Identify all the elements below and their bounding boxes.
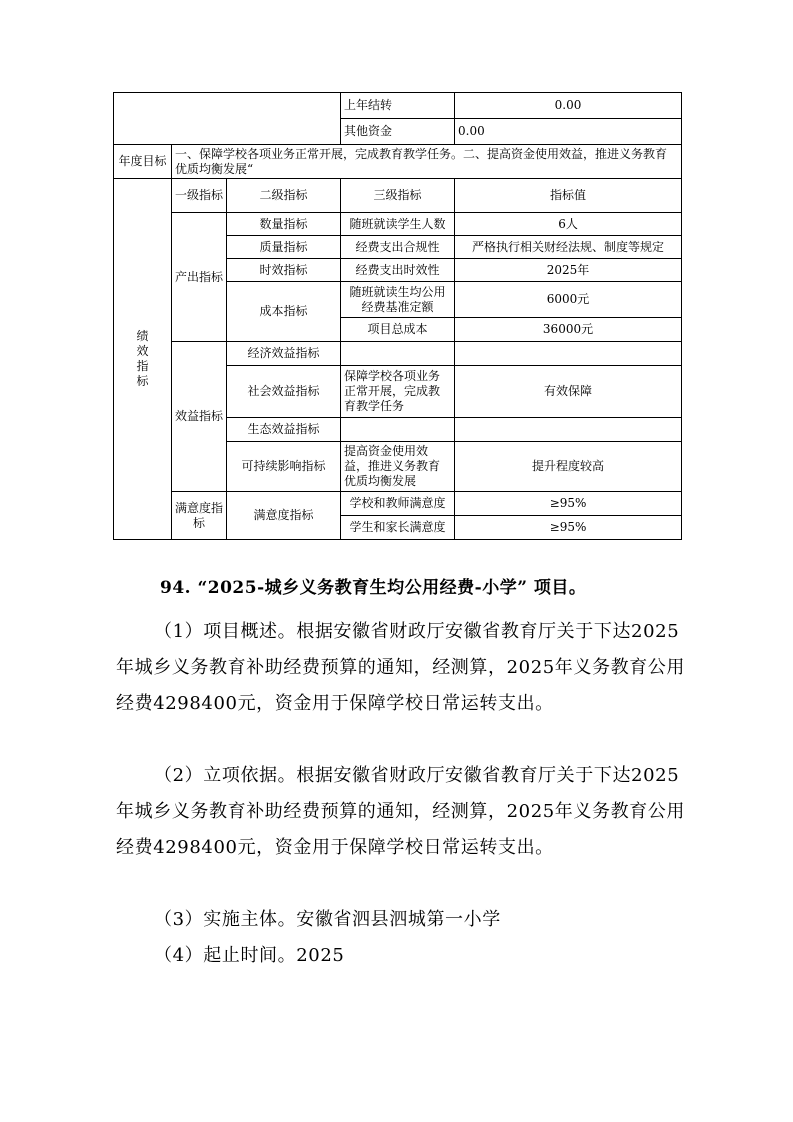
fund-value: 0.00 [455,93,682,119]
annual-goal-row [114,145,682,179]
value-cell: 有效保障 [455,366,682,418]
fund-label: 上年结转 [341,93,455,119]
level2-cell: 时效指标 [227,259,341,282]
fund-value: 0.00 [455,119,682,145]
value-cell: ≥95% [455,492,682,516]
level3-cell: 随班就读生均公用经费基准定额 [341,282,455,318]
level2-cell: 满意度指标 [227,492,341,540]
level2-cell: 质量指标 [227,236,341,259]
header-level2: 二级指标 [227,179,341,213]
level3-cell: 保障学校各项业务正常开展，完成教育教学任务 [341,366,455,418]
paragraph-basis: （2）立项依据。根据安徽省财政厅安徽省教育厅关于下达2025年城乡义务教育补助经费预算的通知，经测算，2025年义务教育公用经费4298400元，资金用于保障学校日常运转支出。 [116,765,686,858]
satisfaction-indicator-label: 满意度指标 [172,492,227,540]
value-cell: 6人 [455,213,682,236]
header-level3: 三级指标 [341,179,455,213]
value-cell: ≥95% [455,516,682,540]
value-cell: 提升程度较高 [455,442,682,492]
level3-cell [341,342,455,366]
value-cell [455,342,682,366]
level3-cell: 提高资金使用效益，推进义务教育优质均衡发展 [341,442,455,492]
indicator-header-row [114,179,682,213]
paragraph-period: （4）起止时间。2025 [154,945,345,966]
level3-cell: 随班就读学生人数 [341,213,455,236]
table-row [114,213,682,236]
annual-goal-label: 年度目标 [114,145,172,179]
level2-cell: 成本指标 [227,282,341,342]
fund-row-prev-year [114,93,682,119]
value-cell: 2025年 [455,259,682,282]
value-cell: 6000元 [455,282,682,318]
benefit-indicator-label: 效益指标 [172,342,227,492]
table-row [114,342,682,366]
paragraph-implementer: （3）实施主体。安徽省泗县泗城第一小学 [154,909,501,930]
level2-cell: 社会效益指标 [227,366,341,418]
header-level1: 一级指标 [172,179,227,213]
section-title: 94. “2025-城乡义务教育生均公用经费-小学” 项目。 [160,578,587,598]
output-indicator-label: 产出指标 [172,213,227,342]
level3-cell [341,418,455,442]
fund-blank-cell [114,93,341,145]
paragraph-overview: （1）项目概述。根据安徽省财政厅安徽省教育厅关于下达2025年城乡义务教育补助经费预算的通知，经测算，2025年义务教育公用经费4298400元，资金用于保障学校日常运转支出。 [116,621,686,714]
level2-cell: 经济效益指标 [227,342,341,366]
performance-table [113,92,682,540]
level2-cell: 可持续影响指标 [227,442,341,492]
value-cell: 严格执行相关财经法规、制度等规定 [455,236,682,259]
level3-cell: 经费支出合规性 [341,236,455,259]
level3-cell: 经费支出时效性 [341,259,455,282]
level2-cell: 数量指标 [227,213,341,236]
value-cell [455,418,682,442]
fund-label: 其他资金 [341,119,455,145]
level2-cell: 生态效益指标 [227,418,341,442]
header-value: 指标值 [455,179,682,213]
level3-cell: 学生和家长满意度 [341,516,455,540]
level3-cell: 学校和教师满意度 [341,492,455,516]
level3-cell: 项目总成本 [341,318,455,342]
annual-goal-text: 一、保障学校各项业务正常开展，完成教育教学任务。二、提高资金使用效益，推进义务教育优质均衡发展“ [172,145,682,179]
value-cell: 36000元 [455,318,682,342]
perf-indicator-label: 绩效指标 [114,179,172,540]
table-row [114,492,682,516]
